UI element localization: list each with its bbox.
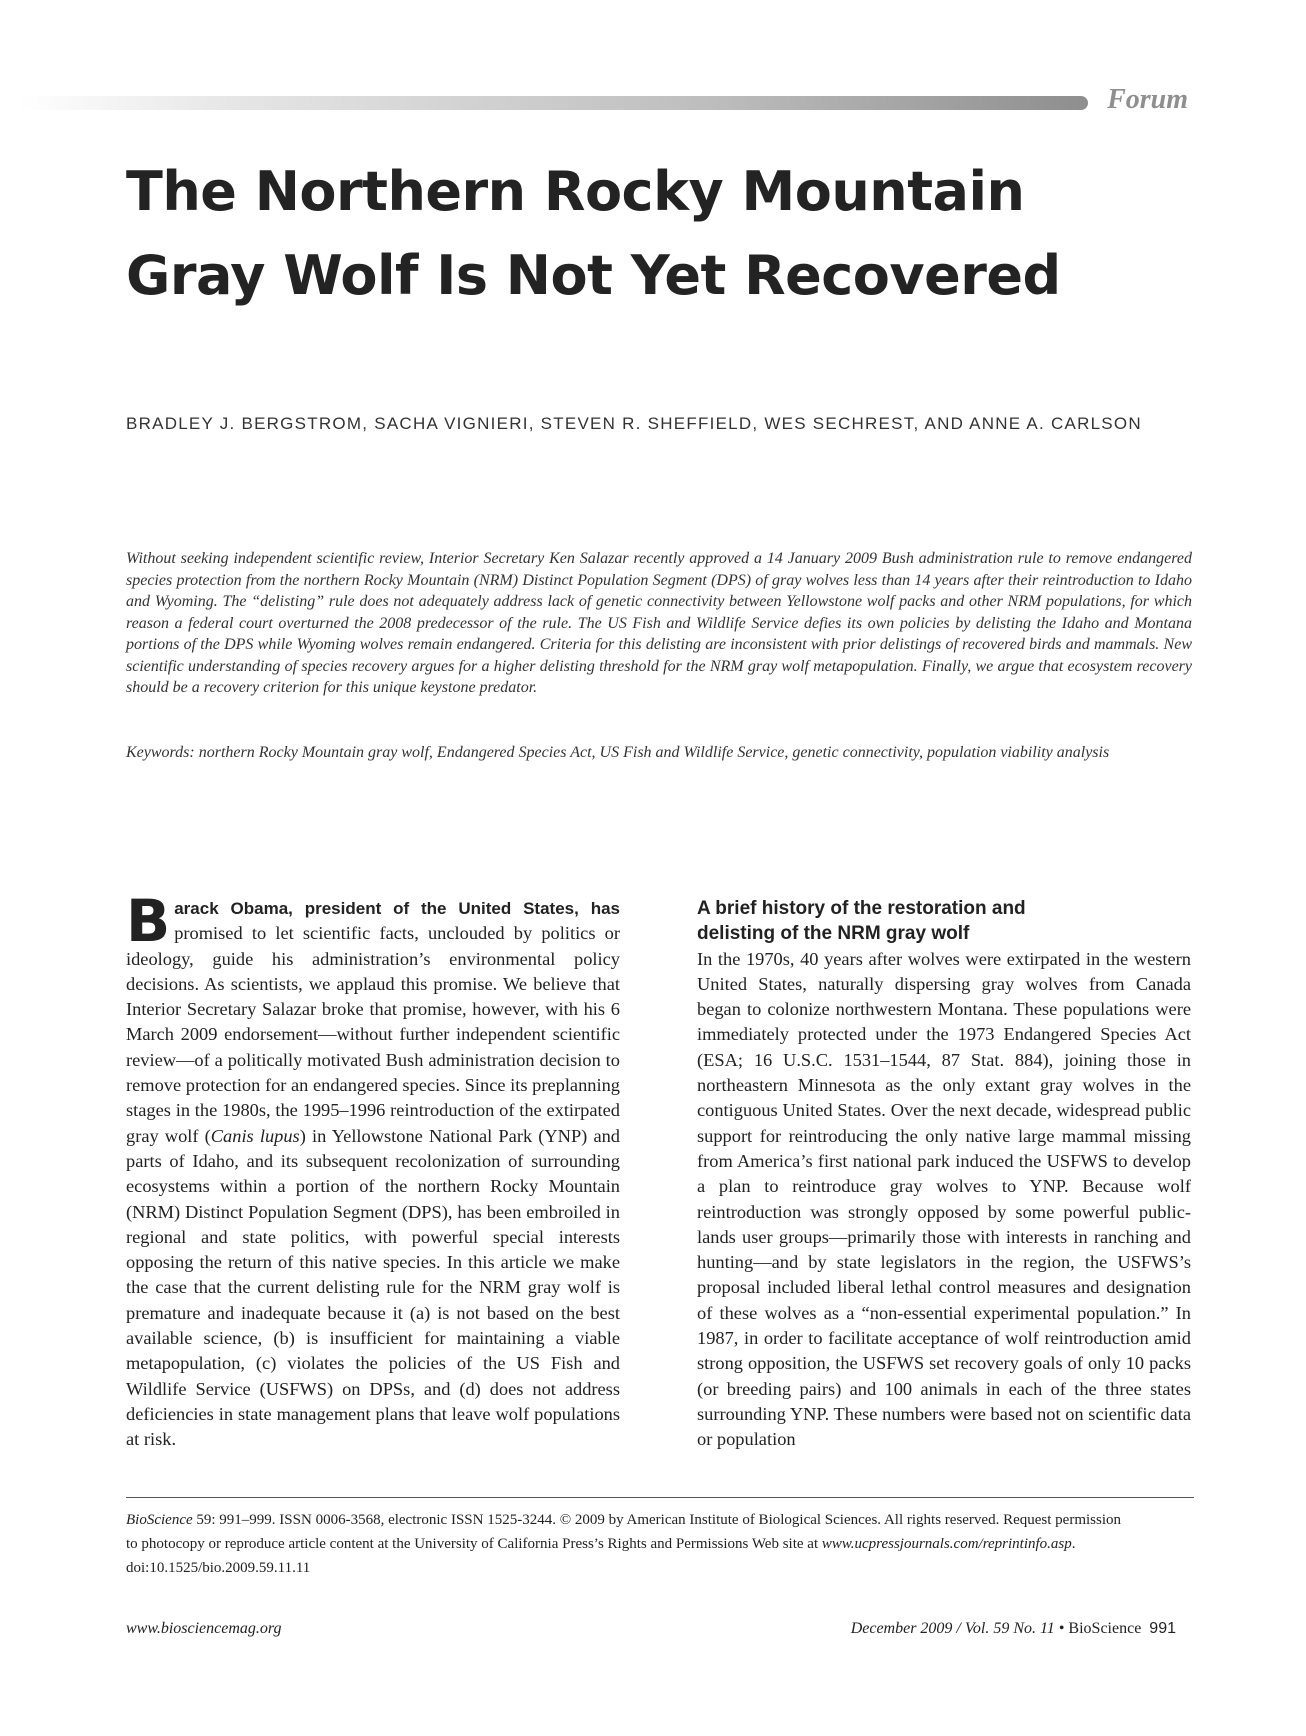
page-number: 991: [1149, 1620, 1176, 1637]
section-heading-line-1: A brief history of the restoration and: [697, 898, 1026, 919]
author-list: BRADLEY J. BERGSTROM, SACHA VIGNIERI, STEVEN R. SHEFFIELD, WES SECHREST, AND ANNE A. CARLSON: [126, 414, 1142, 433]
footnote-journal: BioScience: [126, 1512, 193, 1528]
intro-text-part-2: ) in Yellowstone National Park (YNP) and parts of Idaho, and its subsequent recolonization of surrounding ecosystems within a portion of the northern Rocky Mountain (NRM) Distinct Population Segment (DPS), has been embroiled in regional and state politics, with powerful special interests opposing the return of this native species. In this article we make the case that the current delisting rule for the NRM gray wolf is premature and inadequate because it (a) is not based on the best available science, (b) is insufficient for maintaining a viable metapopulation, (c) violates the policies of the US Fish and Wildlife Service (USFWS) on DPSs, and (d) does not address deficiencies in state management plans that leave wolf populations at risk.: [126, 1125, 620, 1450]
section-label: Forum: [1107, 84, 1188, 115]
header-rule-bar: [18, 96, 1088, 110]
history-paragraph: In the 1970s, 40 years after wolves were extirpated in the western United States, naturally dispersing gray wolves from Canada began to colonize northwestern Montana. These populations were immediately protected under the 1973 Endangered Species Act (ESA; 16 U.S.C. 1531–1544, 87 Stat. 884), joining those in northeastern Minnesota as the only extant gray wolves in the contiguous United States. Over the next decade, widespread public support for reintroducing the only native large mammal missing from America’s first national park induced the USFWS to develop a plan to reintroduce gray wolves to YNP. Because wolf reintroduction was strongly opposed by some powerful public-lands user groups—primarily those with interests in ranching and hunting—and by state legislators in the region, the USFWS’s proposal included liberal lethal control measures and designation of these wolves as a “non-essential experimental population.” In 1987, in order to facilitate acceptance of wolf reintroduction amid strong opposition, the USFWS set recovery goals of only 10 packs (or breeding pairs) and 100 animals in each of the three states surrounding YNP. These numbers were based not on scientific data or population: [697, 948, 1191, 1450]
issue-date-volume: December 2009 / Vol. 59 No. 11: [850, 1620, 1055, 1637]
footnote-doi: . doi:10.1525/bio.2009.59.11.11: [126, 1536, 1076, 1576]
species-name: Canis lupus: [210, 1125, 300, 1146]
abstract: Without seeking independent scientific review, Interior Secretary Ken Salazar recently approved a 14 January 2009 Bush administration rule to remove endangered species protection from the northern Rocky Mountain (NRM) Distinct Population Segment (DPS) of gray wolves less than 14 years after their reintroduction to Idaho and Wyoming. The “delisting” rule does not adequately address lack of genetic connectivity between Yellowstone wolf packs and other NRM populations, for which reason a federal court overturned the 2008 predecessor of the rule. The US Fish and Wildlife Service defies its own policies by delisting the Idaho and Montana portions of the DPS while Wyoming wolves remain endangered. Criteria for this delisting are inconsistent with prior delistings of recovered birds and mammals. New scientific understanding of species recovery argues for a higher delisting threshold for the NRM gray wolf metapopulation. Finally, we argue that ecosystem recovery should be a recovery criterion for this unique keystone predator.: [126, 550, 1192, 696]
journal-name: BioScience: [1068, 1620, 1142, 1637]
title-line-2: Gray Wolf Is Not Yet Recovered: [126, 244, 1061, 307]
footnote-citation: 59: 991–999. ISSN 0006-3568, electronic ISSN 1525-3244. © 2009 by American Institute of Biological Sciences. All rights reserved. Request permission to photocopy or reproduce article content at the University of California Press’s Rights and Permissions Web site at: [126, 1512, 1121, 1552]
article-title: [126, 150, 1186, 318]
body-column-right: [697, 896, 1191, 1453]
issue-info: [851, 1620, 1176, 1638]
footnote-url-link[interactable]: www.ucpressjournals.com/reprintinfo.asp: [821, 1536, 1072, 1552]
citation-footnote: [126, 1508, 1126, 1580]
intro-paragraph: [126, 887, 620, 1453]
lead-in-text: arack Obama, president of the United States, has: [174, 899, 620, 918]
footnote-divider: [126, 1497, 1194, 1498]
website-link[interactable]: www.biosciencemag.org: [126, 1620, 282, 1637]
intro-text-part-1: promised to let scientific facts, unclouded by politics or ideology, guide his administration’s environmental policy decisions. As scientists, we applaud this promise. We believe that Interior Secretary Salazar broke that promise, however, with his 6 March 2009 endorsement—without further independent scientific review—of a politically motivated Bush administration decision to remove protection for an endangered species. Since its preplanning stages in the 1980s, the 1995–1996 reintroduction of the extirpated gray wolf (: [126, 923, 620, 1146]
drop-cap: B: [126, 887, 171, 955]
keywords: Keywords: northern Rocky Mountain gray wolf, Endangered Species Act, US Fish and Wildlife Service, genetic connectivity, population viability analysis: [126, 744, 1110, 761]
body-column-left: [126, 887, 620, 1453]
section-heading-line-2: delisting of the NRM gray wolf: [697, 923, 970, 945]
section-heading: [697, 896, 1191, 947]
title-line-1: The Northern Rocky Mountain: [126, 160, 1025, 223]
bullet-separator: •: [1058, 1620, 1065, 1637]
